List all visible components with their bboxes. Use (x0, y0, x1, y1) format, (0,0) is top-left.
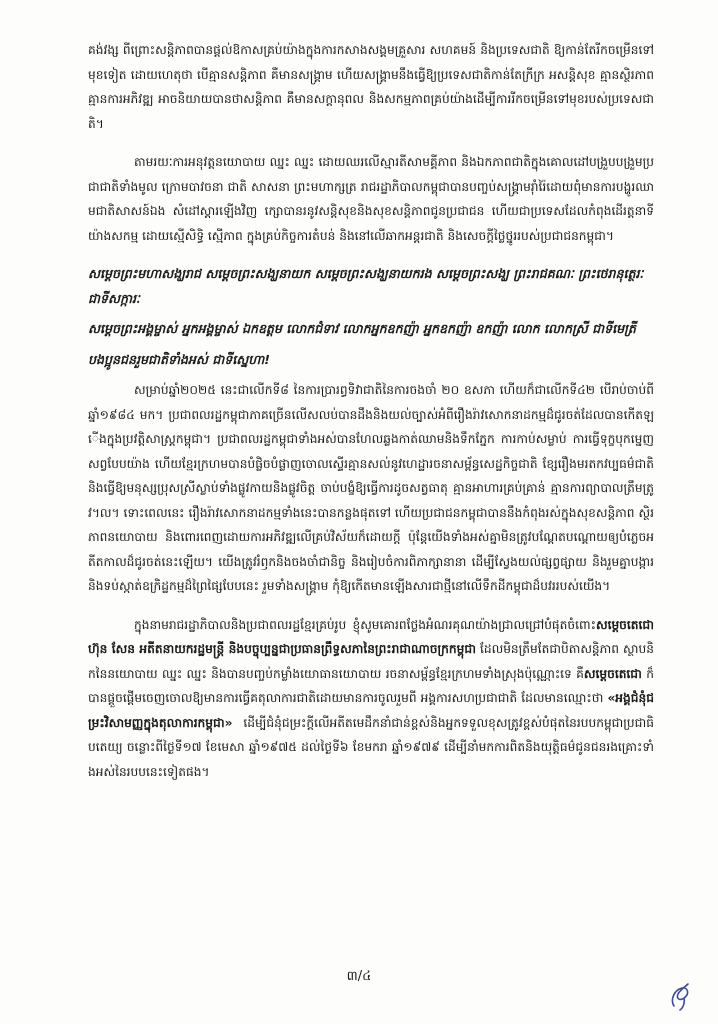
handwritten-initial-icon (668, 982, 694, 1012)
gratitude-text-2: ដែលមិនត្រឹមតែជាបិតាសន្តិភាព ស្ថាបនិកនៃនយោបាយ ឈ្នះ ឈ្នះ និងបានបញ្ចប់កម្លាំងយោធានយោបាយ រចនាសម្ព័ន្ធខ្មែរក្រហមទាំងស្រុងប៉ុណ្ណោះទេ គឺ (88, 642, 654, 681)
salutation-citizens: បងប្អូនជនរួមជាតិទាំងអស់ ជាទីស្នេហា! (88, 351, 271, 367)
gratitude-bold-name: សម្ដេចតេជោ ហ៊ុន សែន អតីតនាយករដ្ឋមន្ត្រី និងបច្ចុប្បន្នជាប្រធានព្រឹទ្ធសភានៃព្រះរាជាណាចក្រកម្ពុជា (88, 617, 654, 656)
paragraph-gratitude (88, 613, 654, 785)
gratitude-text-3: ក៏បានផ្ដួចផ្ដើមចេញចោលឱ្យមានការធ្វើគតុលាការជាតិដោយមានការចូលរួមពី អង្គការសហប្រជាជាតិ ដែលមានឈ្មោះថា (88, 666, 654, 705)
gratitude-bold-title: សម្ដេចតេជោ (583, 666, 642, 681)
gratitude-text-4: ដើម្បីជំនុំជម្រះក្ដីលើអតីតមេដឹកនាំជាន់ខ្ពស់និងអ្នកទទួលខុសត្រូវខ្ពស់បំផុតនៃរបបកម្ពុជាប្រជាធិបតេយ្យ ចន្លោះពីថ្ងៃទី១៧ ខែមេសា ឆ្នាំ១៩៧៥ ដល់ថ្ងៃទី៦ ខែមករា ឆ្នាំ១៩៧៩ ដើម្បីនាំមកការពិតនិងយុត្តិធម៌ជូនជនរងគ្រោះទាំងអស់នៃរបបនេះទៀតផង។ (88, 715, 654, 779)
page-number: ៣/៤ (346, 969, 372, 984)
document-body (88, 38, 654, 798)
paragraph-peace-importance: គង់វង្ស ពីព្រោះសន្តិភាពបានផ្ដល់ឱកាសគ្រប់យ៉ាងក្នុងការកសាងសង្គមគ្រួសារ សហគមន៍ និងប្រទេសជាតិ ឱ្យកាន់តែរីកចម្រើនទៅមុខទៀត ដោយហេតុថា បើគ្មានសន្តិភាព គឺមានសង្គ្រាម ហើយសង្គ្រាមនឹងធ្វើឱ្យប្រទេសជាតិកាន់តែក្រីក្រ អសន្តិសុខ គ្មានស្ថិរភាព គ្មានការអភិវឌ្ឍ អាចនិយាយបានថាសន្តិភាព គឺមានសក្ដានុពល និងសកម្មភាពគ្រប់យ៉ាងដើម្បីការរីកចម្រើនទៅមុខរបស់ប្រទេសជាតិ។ (88, 43, 654, 131)
salutation-clergy: សម្ដេចព្រះមហាសង្ឃរាជ សម្ដេចព្រះសង្ឃនាយក សម្ដេចព្រះសង្ឃនាយករង សម្ដេចព្រះសង្ឃ ព្រះរាជគណៈ ព្រះថេរានុត្ថេរៈ ជាទីសក្ការៈ (88, 266, 644, 306)
gratitude-text-1: ក្នុងនាមរាជរដ្ឋាភិបាលនិងប្រជាពលរដ្ឋខ្មែរគ្រប់រូប ខ្ញុំសូមគោរពថ្លែងអំណរគុណយ៉ាងជ្រាលជ្រៅបំផុតចំពោះ (134, 617, 596, 632)
gratitude-bold-eccc: «អង្គជំនុំជម្រះវិសាមញ្ញក្នុងតុលាការកម្ពុជា» (88, 691, 654, 730)
salutation-dignitaries: សម្ដេចព្រះអង្គម្ចាស់ អ្នកអង្គម្ចាស់ ឯកឧត្តម លោកជំទាវ លោកអ្នកឧកញ៉ា អ្នកឧកញ៉ា ឧកញ៉ា លោក លោកស្រី ជាទីមេត្រី (88, 321, 636, 336)
paragraph-win-win-policy: តាមរយៈការអនុវត្តនយោបាយ ឈ្នះ ឈ្នះ ដោយឈរលើស្មារតីសាមគ្គីភាព និងឯកភាពជាតិក្នុងគោលដៅបង្រួបបង្រួមប្រជាជាតិទាំងមូល ក្រោមបាវចនា ជាតិ សាសនា ព្រះមហាក្សត្រ រាជរដ្ឋាភិបាលកម្ពុជាបានបញ្ចប់សង្គ្រាមរ៉ាំរ៉ៃដោយពុំមានការបង្ហូរឈាមជាតិសាសន៍ឯង សំដៅស្ដារឡើងវិញ ក្សោបានរនូវសន្តិសុខនិងសុខសន្តិភាពជូនប្រជាជន ហើយជាប្រទេសដែលកំពុងដើរត្តនាទីយ៉ាងសកម្ម ដោយស្មើសិទ្ធិ ស្មើភាព ក្នុងគ្រប់កិច្ចការតំបន់ និងនៅលើឆាកអន្តរជាតិ និងសេចក្ដីថ្លៃថ្នូររបស់ប្រជាជនកម្ពុជា។ (88, 155, 654, 243)
paragraph-remembrance-day: សម្រាប់ឆ្នាំ២០២៥ នេះជាលើកទី៨ នៃការប្រារព្ធទិវាជាតិនៃការចងចាំ ២០ ឧសភា ហើយក៏ជាលើកទី៤២ បើរាប់ចាប់ពីឆ្នាំ១៩៨៤ មក។ ប្រជាពលរដ្ឋកម្ពុជាភាគច្រើនលើសលប់បានដឹងនិងយល់ច្បាស់អំពីរឿងរ៉ាវសោកនាដកម្មដ៏ជូរចត់ដែលបានកើតឡើងក្នុងប្រវត្តិសាស្ត្រកម្ពុជា។ ប្រជាពលរដ្ឋកម្ពុជាទាំងអស់បានហែលឆ្លងកាត់ឈាមនិងទឹកភ្នែក ការកាប់សម្លាប់ ការធ្វើទុក្ខបុកម្នេញសព្វបែបយ៉ាង ហើយខ្មែរក្រហមបានបំផ្លិចបំផ្លាញចោលស្ទើរគ្មានសល់នូវហេដ្ឋារចនាសម្ព័ន្ធសេដ្ឋកិច្ចជាតិ ខ្សែរឿងមរតកវប្បធម៌ជាតិ និងធ្វើឱ្យមនុស្សប្រុសស្រីស្លាប់ទាំងផ្លូវកាយនិងផ្លូវចិត្ត ចាប់បង្ខំឱ្យធ្វើការដូចសត្វធាតុ គ្មានអាហារគ្រប់គ្រាន់ គ្មានការព្យាបាលត្រឹមត្រូវ។ល។ ទោះពេលនេះ រឿងរ៉ាវសោកនាដកម្មទាំងនេះបានកន្លងផុតទៅ ហើយប្រជាជនកម្ពុជាបាននឹងកំពុងរស់ក្នុងសុខសន្តិភាព ស្ថិរភាពនយោបាយ និងពោរពេញដោយការអភិវឌ្ឍលើគ្រប់វិស័យក៏ដោយក្ដី ប៉ុន្តែយើងទាំងអស់គ្នាមិនត្រូវបណ្ដែតបណ្ដោយឲ្យបំភ្លេចអតីតកាលដ៏ជូរចត់នេះឡើយ។ យើងត្រូវរំឭកនិងចងចាំជានិច្ច និងរៀបចំការពិភាក្សានានា ដើម្បីស្វែងយល់ផ្សព្វផ្សាយ និងរួមគ្នាបង្ការនិងទប់ស្កាត់ឧក្រិដ្ឋកម្មដ៏ព្រៃផ្សៃបែបនេះ រួមទាំងសង្គ្រាម កុំឱ្យកើតមានឡើងសារជាថ្មីនៅលើទឹកដីកម្ពុជាដ៏បវររបស់យើង។ (88, 383, 654, 593)
